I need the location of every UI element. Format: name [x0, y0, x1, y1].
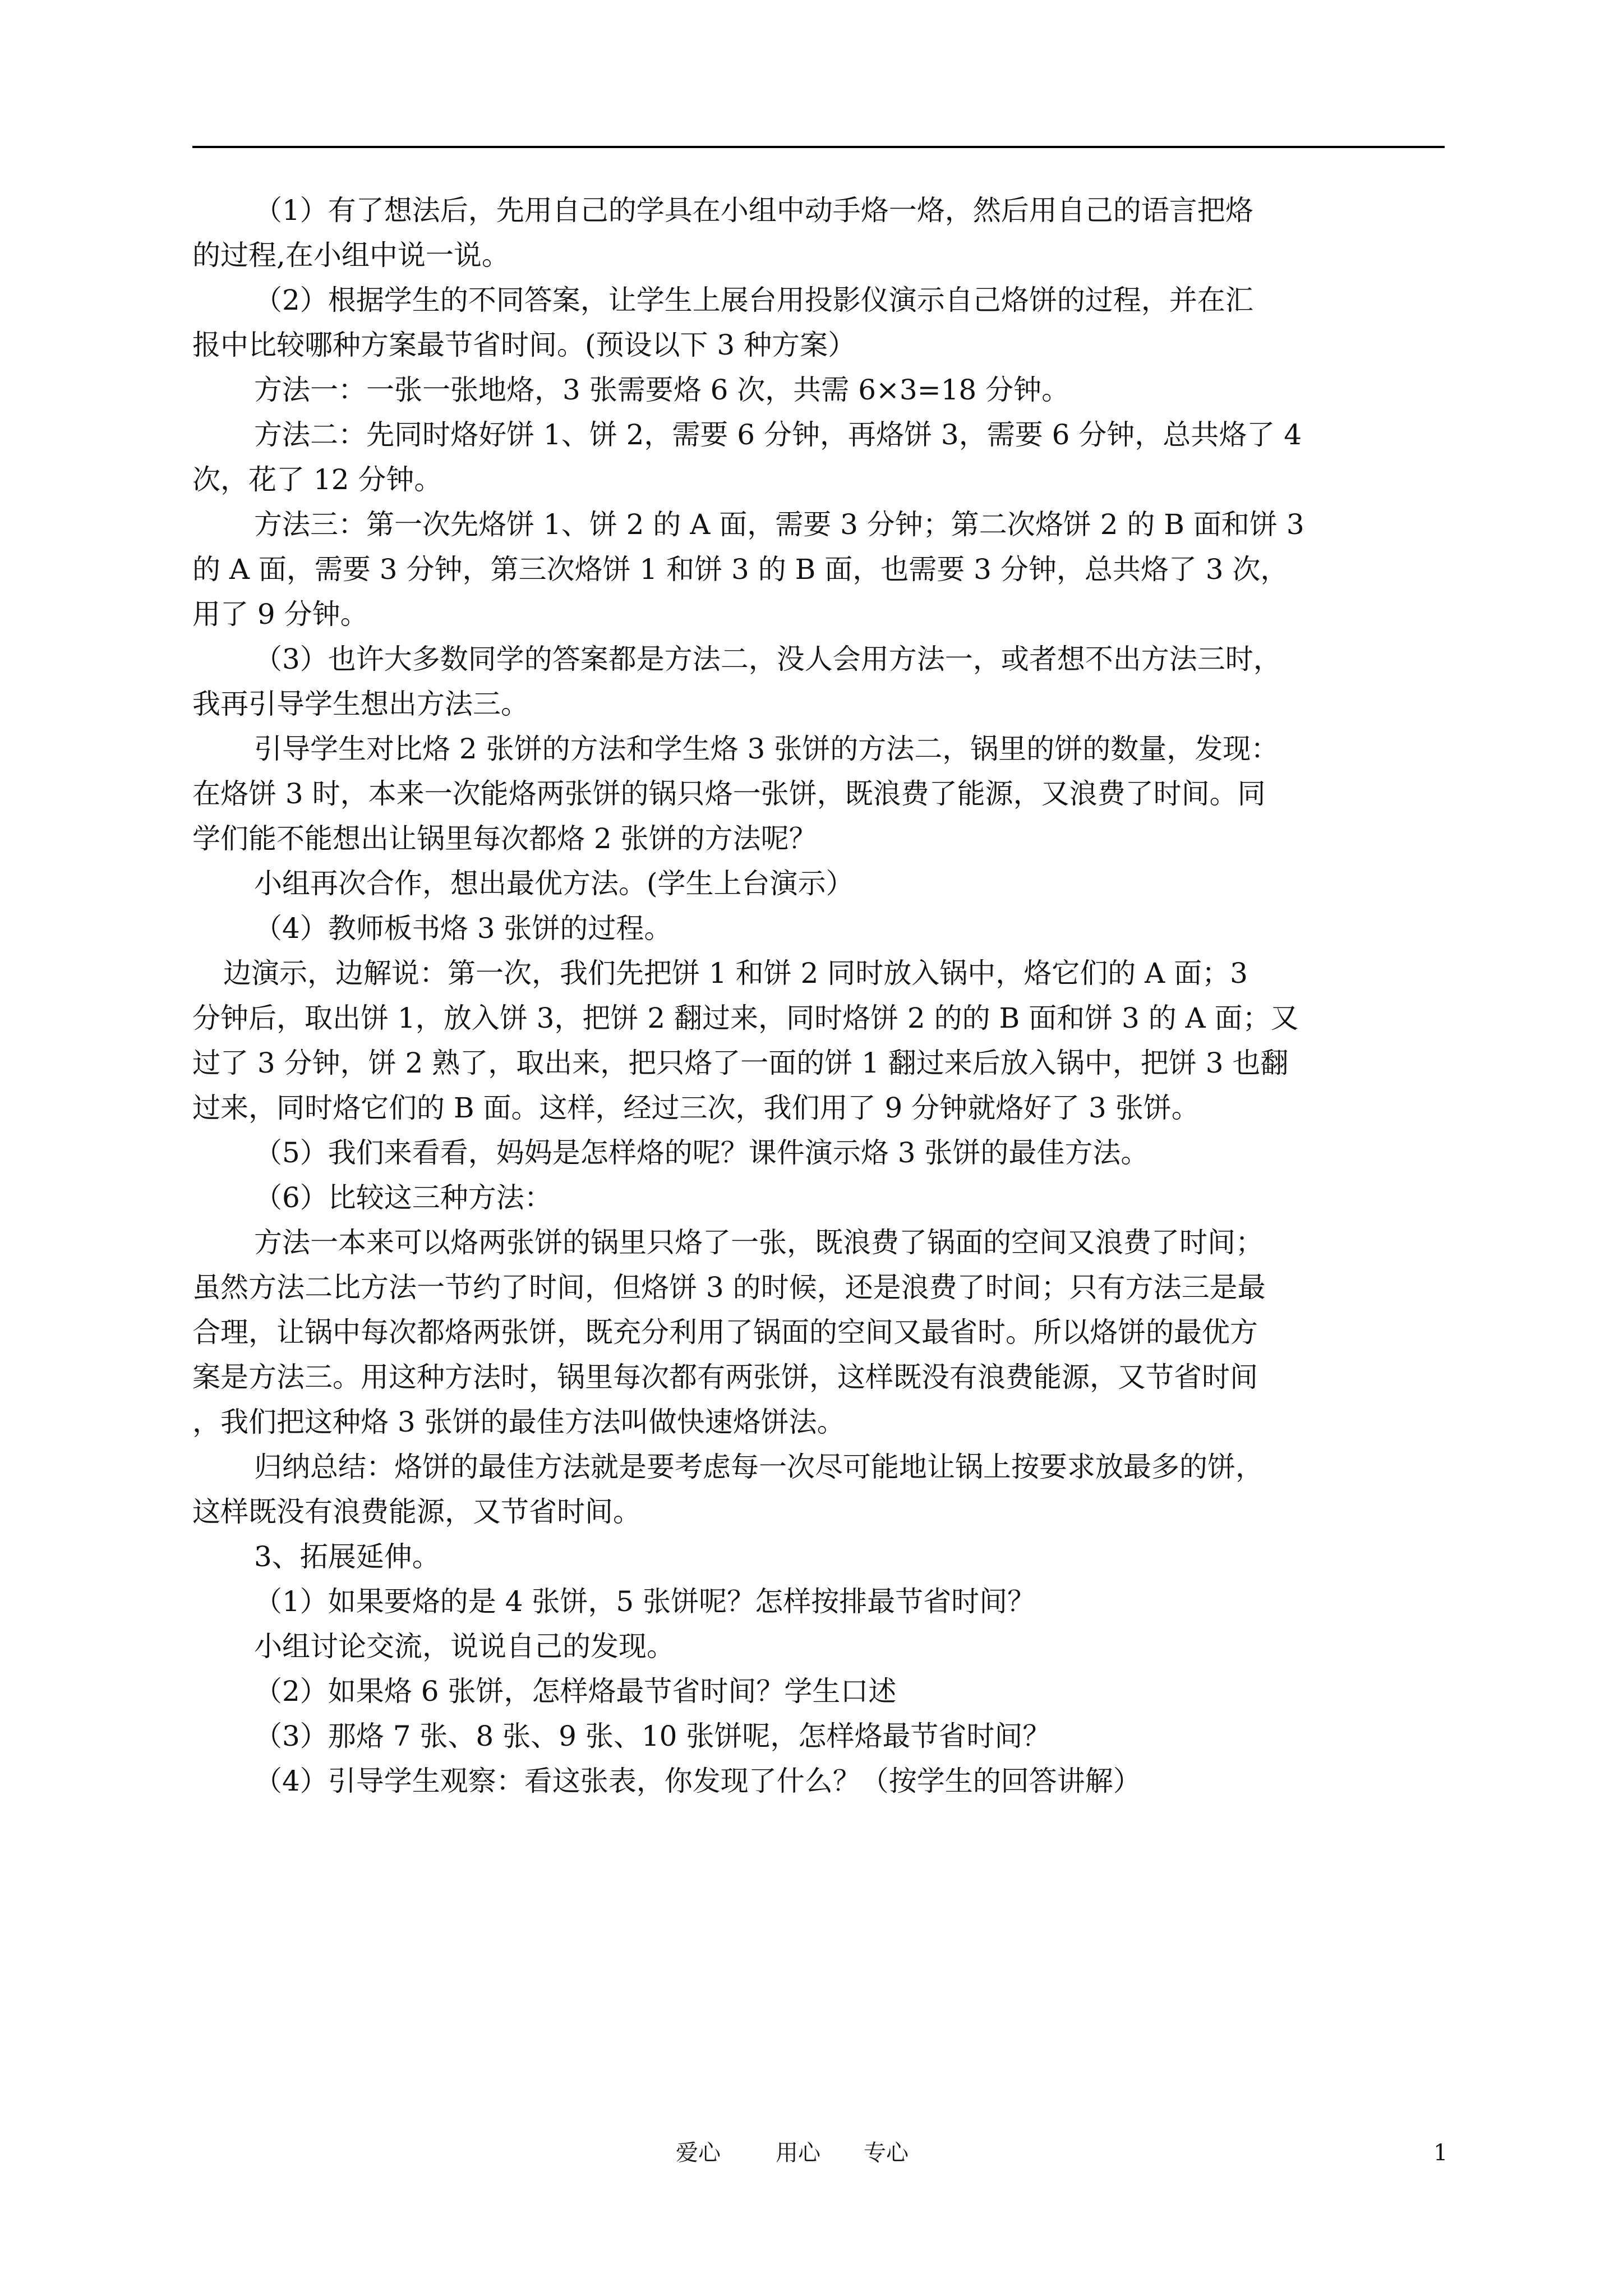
text-line: 过了 3 分钟，饼 2 熟了，取出来，把只烙了一面的饼 1 翻过来后放入锅中，把饼 3 也翻: [192, 1047, 1289, 1079]
text-line: （4）教师板书烙 3 张饼的过程。: [254, 912, 672, 945]
header-rule: [192, 146, 1445, 148]
text-line: 边演示，边解说：第一次，我们先把饼 1 和饼 2 同时放入锅中，烙它们的 A 面；3: [223, 957, 1248, 990]
text-line: 报中比较哪种方案最节省时间。(预设以下 3 种方案）: [192, 329, 856, 361]
text-line: 引导学生对比烙 2 张饼的方法和学生烙 3 张饼的方法二，锅里的饼的数量，发现：: [254, 733, 1279, 765]
text-line: （1）如果要烙的是 4 张饼，5 张饼呢？怎样按排最节省时间？: [254, 1585, 1036, 1618]
text-line: 的 A 面，需要 3 分钟，第三次烙饼 1 和饼 3 的 B 面，也需要 3 分钟，总共烙了 3 次，: [192, 553, 1289, 586]
text-line: （4）引导学生观察：看这张表，你发现了什么？（按学生的回答讲解）: [254, 1765, 1141, 1797]
text-line: 小组讨论交流，说说自己的发现。: [254, 1630, 675, 1663]
text-line: 分钟后，取出饼 1，放入饼 3，把饼 2 翻过来，同时烙饼 2 的的 B 面和饼 3 的 A 面；又: [192, 1002, 1299, 1034]
text-line: （2）根据学生的不同答案，让学生上展台用投影仪演示自己烙饼的过程，并在汇: [254, 284, 1253, 316]
text-line: 在烙饼 3 时，本来一次能烙两张饼的锅只烙一张饼，既浪费了能源，又浪费了时间。同: [192, 777, 1266, 810]
text-line: 我再引导学生想出方法三。: [192, 688, 529, 720]
text-line: 案是方法三。用这种方法时，锅里每次都有两张饼，这样既没有浪费能源，又节省时间: [192, 1361, 1258, 1393]
text-line: 的过程,在小组中说一说。: [192, 239, 510, 272]
footer-motto-2: 用心: [776, 2140, 820, 2166]
text-line: （3）也许大多数同学的答案都是方法二，没人会用方法一，或者想不出方法三时，: [254, 643, 1281, 675]
text-line: 方法三：第一次先烙饼 1、饼 2 的 A 面，需要 3 分钟；第二次烙饼 2 的 B 面和饼 3: [254, 508, 1304, 541]
text-line: 这样既没有浪费能源，又节省时间。: [192, 1496, 641, 1528]
text-line: （1）有了想法后，先用自己的学具在小组中动手烙一烙，然后用自己的语言把烙: [254, 194, 1253, 227]
text-line: 归纳总结：烙饼的最佳方法就是要考虑每一次尽可能地让锅上按要求放最多的饼，: [254, 1451, 1264, 1483]
text-line: 方法二：先同时烙好饼 1、饼 2，需要 6 分钟，再烙饼 3，需要 6 分钟，总共烙了 4: [254, 418, 1302, 451]
text-line: ，我们把这种烙 3 张饼的最佳方法叫做快速烙饼法。: [192, 1406, 845, 1438]
text-line: 次，花了 12 分钟。: [192, 463, 442, 496]
text-line: （3）那烙 7 张、8 张、9 张、10 张饼呢，怎样烙最节省时间？: [254, 1720, 1051, 1752]
text-line: 合理，让锅中每次都烙两张饼，既充分利用了锅面的空间又最省时。所以烙饼的最优方: [192, 1316, 1258, 1349]
page-number: 1: [1433, 2140, 1448, 2166]
text-line: （2）如果烙 6 张饼，怎样烙最节省时间？学生口述: [254, 1675, 897, 1708]
text-line: 小组再次合作，想出最优方法。(学生上台演示）: [254, 867, 854, 900]
footer-motto-3: 专心: [864, 2140, 909, 2166]
text-line: 过来，同时烙它们的 B 面。这样，经过三次，我们用了 9 分钟就烙好了 3 张饼。: [192, 1092, 1200, 1124]
footer-motto-1: 爱心: [676, 2140, 721, 2166]
text-line: （5）我们来看看，妈妈是怎样烙的呢？课件演示烙 3 张饼的最佳方法。: [254, 1137, 1149, 1169]
text-line: 方法一本来可以烙两张饼的锅里只烙了一张，既浪费了锅面的空间又浪费了时间；: [254, 1226, 1264, 1259]
text-line: 虽然方法二比方法一节约了时间，但烙饼 3 的时候，还是浪费了时间；只有方法三是最: [192, 1271, 1266, 1304]
text-line: 学们能不能想出让锅里每次都烙 2 张饼的方法呢？: [192, 822, 817, 855]
text-line: （6）比较这三种方法：: [254, 1181, 552, 1214]
text-line: 3、拓展延伸。: [254, 1540, 440, 1573]
text-line: 方法一：一张一张地烙，3 张需要烙 6 次，共需 6×3=18 分钟。: [254, 374, 1070, 406]
text-line: 用了 9 分钟。: [192, 598, 368, 631]
